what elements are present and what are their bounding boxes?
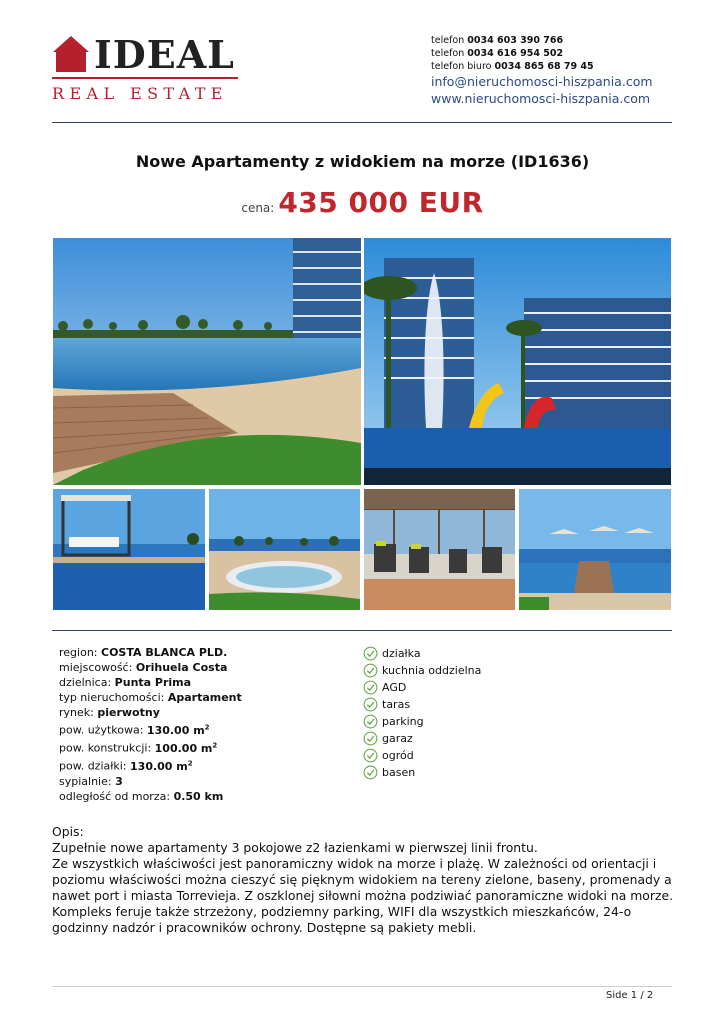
feature-item: taras <box>363 696 481 713</box>
check-circle-icon <box>363 765 378 780</box>
detail-plot-area: pow. działki: 130.00 $m^2$ <box>59 758 193 773</box>
detail-bedrooms: sypialnie: 3 <box>59 774 123 788</box>
description <box>52 824 677 936</box>
photo-fountain-towers[interactable] <box>364 238 671 485</box>
header-divider <box>52 122 672 123</box>
email-link[interactable]: info@nieruchomosci-hiszpania.com <box>431 74 653 89</box>
price-row <box>0 186 725 219</box>
detail-sea-distance: odległość od morza: 0.50 km <box>59 789 224 803</box>
phone-1: telefon 0034 603 390 766 <box>431 35 564 46</box>
feature-item: AGD <box>363 679 481 696</box>
website-link[interactable]: www.nieruchomosci-hiszpania.com <box>431 91 651 106</box>
description-body: Ze wszystkich właściwości jest panoramiczny widok na morze i plażę. W zależności od orientacji i poziomu właściwości można cieszyć się pięknym widokiem na tereny zielone, baseny, promenady a nawet port i miasta Torrevieja. Z oszklonej siłowni można podziwiać panoramiczne widoki na morze. Kompleks feruje także strzeżony, podziemny parking, WIFI dla wszystkich mieszkańców, 24-o godzinny nadzór i pracowników ochrony. Dostępne są pakiety mebli. <box>52 856 674 935</box>
photo-gym[interactable] <box>364 489 515 610</box>
detail-usable-area: pow. użytkowa: 130.00 $m^2$ <box>59 723 210 738</box>
feature-item: ogród <box>363 747 481 764</box>
logo-name: IDEAL <box>94 32 235 77</box>
check-circle-icon <box>363 697 378 712</box>
feature-item: działka <box>363 645 481 662</box>
photo-jacuzzi[interactable] <box>209 489 360 610</box>
check-circle-icon <box>363 731 378 746</box>
company-logo <box>52 34 242 106</box>
detail-property-type: typ nieruchomości: Apartament <box>59 691 242 705</box>
price-value: 435 000 EUR <box>278 186 484 219</box>
logo-tagline: REAL ESTATE <box>52 84 228 103</box>
footer-divider <box>52 986 672 987</box>
price-label: cena: <box>241 201 275 215</box>
feature-item: parking <box>363 713 481 730</box>
feature-item: basen <box>363 764 481 781</box>
detail-market: rynek: pierwotny <box>59 706 160 720</box>
check-circle-icon <box>363 714 378 729</box>
check-circle-icon <box>363 646 378 661</box>
description-heading: Opis: <box>52 824 84 839</box>
feature-item: kuchnia oddzielna <box>363 662 481 679</box>
house-icon <box>52 34 90 74</box>
property-details <box>59 645 242 804</box>
page-number: Side 1 / 2 <box>606 990 654 1001</box>
photo-pool-deck[interactable] <box>53 238 361 485</box>
photo-cabana[interactable] <box>53 489 205 610</box>
phone-office: telefon biuro 0034 865 68 79 45 <box>431 61 594 72</box>
logo-divider <box>52 77 238 79</box>
listing-title: Nowe Apartamenty z widokiem na morze (ID1636) <box>135 152 590 171</box>
check-circle-icon <box>363 663 378 678</box>
check-circle-icon <box>363 748 378 763</box>
check-circle-icon <box>363 680 378 695</box>
detail-region: region: COSTA BLANCA PLD. <box>59 646 228 659</box>
feature-item: garaz <box>363 730 481 747</box>
detail-town: miejscowość: Orihuela Costa <box>59 661 228 675</box>
feature-list <box>363 645 481 781</box>
detail-build-area: pow. konstrukcji: 100.00 $m^2$ <box>59 741 218 755</box>
gallery-divider <box>52 630 672 631</box>
photo-pool-pier[interactable] <box>519 489 671 610</box>
description-line-1: Zupełnie nowe apartamenty 3 pokojowe z2 łazienkami w pierwszej linii frontu. <box>52 840 538 855</box>
contact-block <box>431 34 653 107</box>
phone-2: telefon 0034 616 954 502 <box>431 48 564 59</box>
detail-district: dzielnica: Punta Prima <box>59 676 192 690</box>
